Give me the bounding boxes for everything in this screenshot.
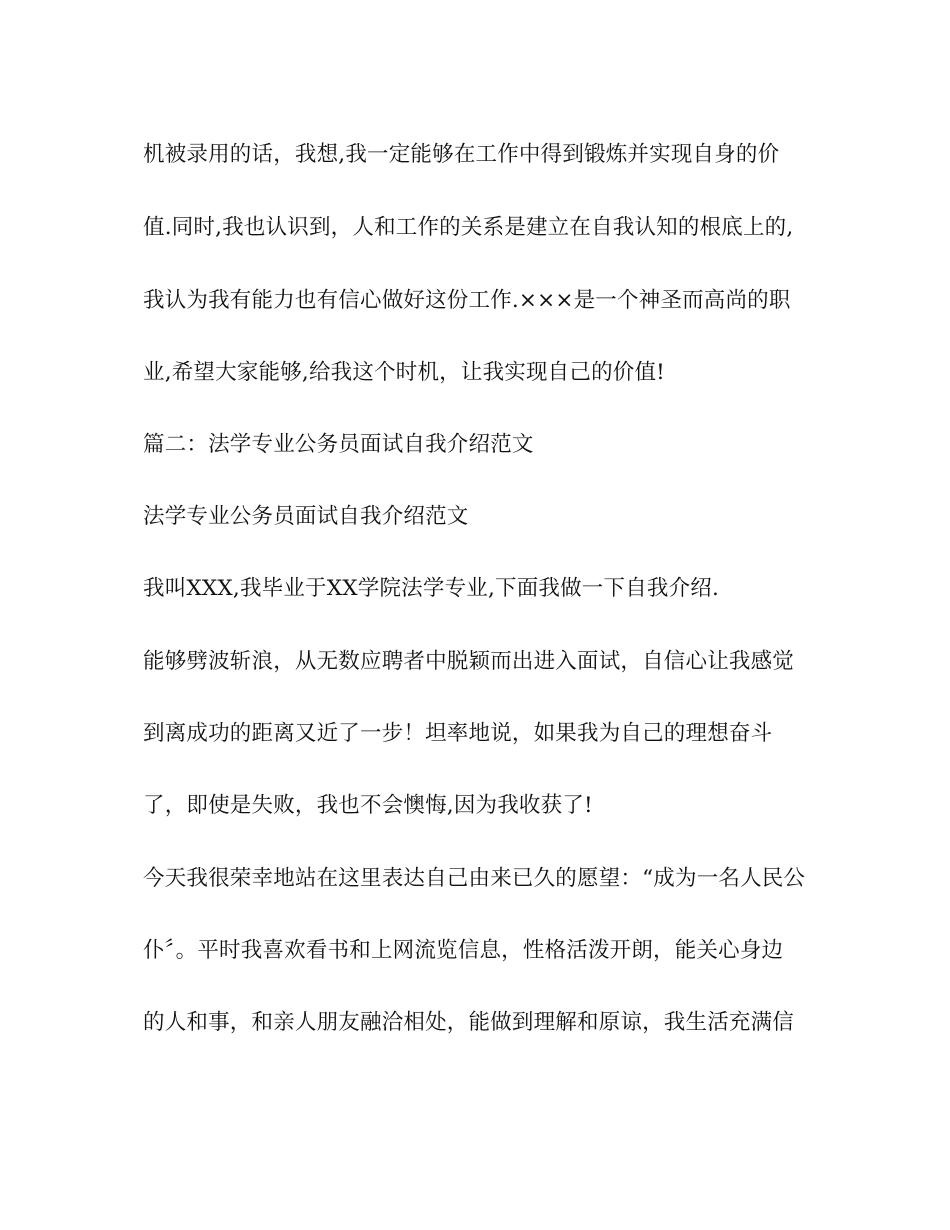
section-title: 法学专业公务员面试自我介绍范文 <box>143 504 469 529</box>
body-text-line-11: 今天我很荣幸地站在这里表达自己由来已久的愿望：“成为一名人民公 <box>143 866 806 891</box>
body-text-line-2: 值.同时,我也认识到，人和工作的关系是建立在自我认知的根底上的, <box>143 215 794 240</box>
body-text-line-8: 能够劈波斩浪，从无数应聘者中脱颖而出进入面试，自信心让我感觉 <box>143 649 795 674</box>
body-text-line-9: 到离成功的距离又近了一步！坦率地说，如果我为自己的理想奋斗 <box>143 721 773 746</box>
section-heading: 篇二：法学专业公务员面试自我介绍范文 <box>143 432 534 457</box>
body-text-line-13: 的人和事，和亲人朋友融洽相处，能做到理解和原谅，我生活充满信 <box>143 1010 795 1035</box>
body-text-line-4: 业,希望大家能够,给我这个时机，让我实现自己的价值! <box>143 360 666 385</box>
body-text-line-12: 仆〞。平时我喜欢看书和上网流览信息，性格活泼开朗，能关心身边 <box>143 938 784 963</box>
body-text-line-1: 机被录用的话，我想,我一定能够在工作中得到锻炼并实现自身的价 <box>143 142 780 167</box>
body-text-line-7: 我叫XXX,我毕业于XX学院法学专业,下面我做一下自我介绍. <box>143 576 720 601</box>
body-text-line-3: 我认为我有能力也有信心做好这份工作.×××是一个神圣而高尚的职 <box>143 288 791 313</box>
body-text-line-10: 了，即使是失败，我也不会懊悔,因为我收获了! <box>143 793 593 818</box>
